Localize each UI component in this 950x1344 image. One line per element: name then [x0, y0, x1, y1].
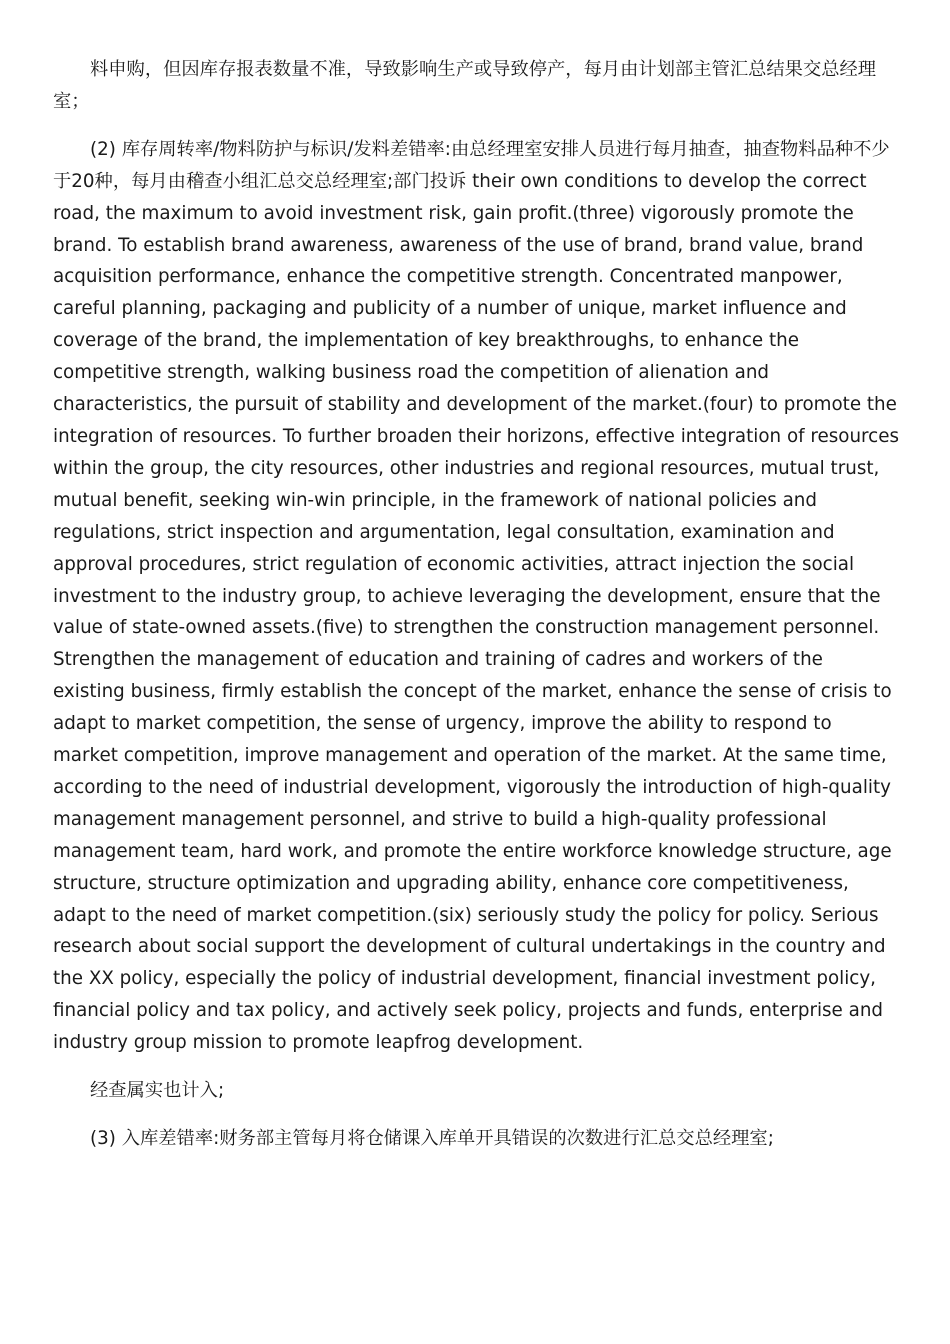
paragraph-2: (2) 库存周转率/物料防护与标识/发料差错率:由总经理室安排人员进行每月抽查，抽查物料品种不少于20种，每月由稽查小组汇总交总经理室;部门投诉 their own conditions to develop the correct road, the maximum to avoid investment risk, gain profit.(three) vigorously promote the brand. To establish brand awareness, awareness of the use of brand, brand value, brand acquisition performance, enhance the competitive strength. Concentrated manpower, careful planning, packaging and publicity of a number of unique, market influence and coverage of the brand, the implementation of key breakthroughs, to enhance the competitive strength, walking business road the competition of alienation and characteristics, the pursuit of stability and development of the market.(four) to promote the integration of resources. To further broaden their horizons, effective integration of resources within the group, the city resources, other industries and regional resources, mutual trust, mutual benefit, seeking win-win principle, in the framework of national policies and regulations, strict inspection and argumentation, legal consultation, examination and approval procedures, strict regulation of economic activities, attract injection the social investment to the industry group, to achieve leveraging the development, ensure that the value of state-owned assets.(five) to strengthen the construction management personnel. Strengthen the management of education and training of cadres and workers of the existing business, firmly establish the concept of the market, enhance the sense of crisis to adapt to market competition, the sense of urgency, improve the ability to respond to market competition, improve management and operation of the market. At the same time, according to the need of industrial development, vigorously the introduction of high-quality management management personnel, and strive to build a high-quality professional management team, hard work, and promote the entire workforce knowledge structure, age structure, structure optimization and upgrading ability, enhance core competitiveness, adapt to the need of market competition.(six) seriously study the policy for policy. Serious research about social support the development of cultural undertakings in the country and the XX policy, especially the policy of industrial development, financial investment policy, financial policy and tax policy, and actively seek policy, projects and funds, enterprise and industry group mission to promote leapfrog development. — [53, 138, 899, 1054]
paragraph-4: (3) 入库差错率:财务部主管每月将仓储课入库单开具错误的次数进行汇总交总经理室; — [90, 1128, 774, 1149]
paragraph-1: 料申购，但因库存报表数量不准，导致影响生产或导致停产，每月由计划部主管汇总结果交总经理室； — [53, 59, 877, 112]
document-page — [53, 54, 899, 1171]
paragraph-3: 经查属实也计入; — [90, 1080, 225, 1102]
